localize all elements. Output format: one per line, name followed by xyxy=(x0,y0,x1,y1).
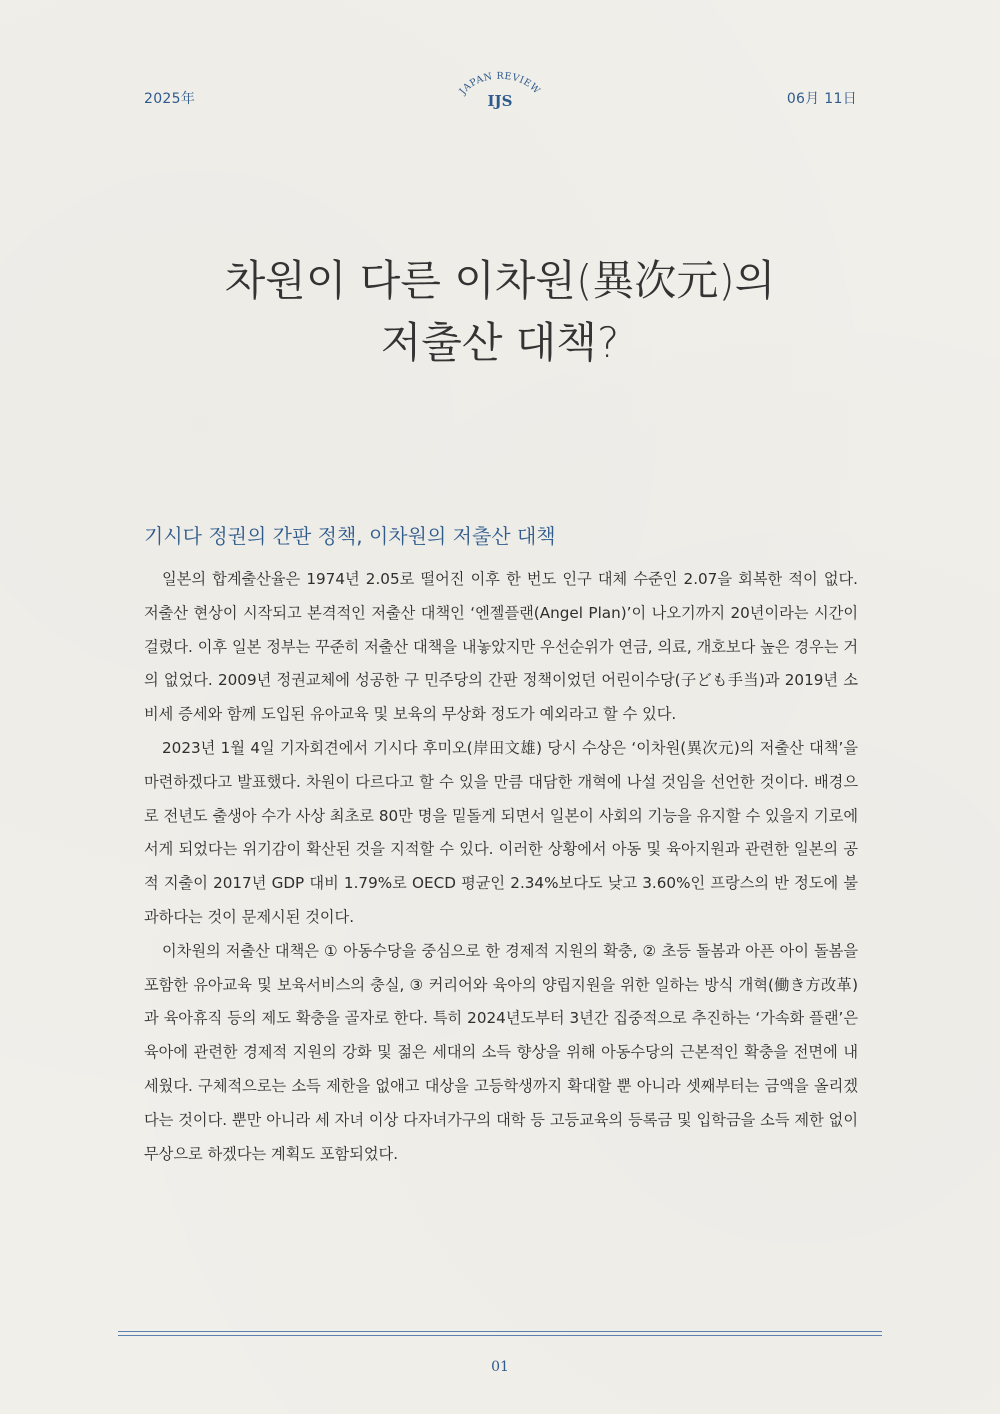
section-heading: 기시다 정권의 간판 정책, 이차원의 저출산 대책 xyxy=(144,524,556,548)
footer-divider-bottom xyxy=(118,1335,882,1336)
header-date: 06月 11日 xyxy=(786,91,857,107)
paragraph: 일본의 합계출산율은 1974년 2.05로 떨어진 이후 한 번도 인구 대체 수준인 2.07을 회복한 적이 없다. 저출산 현상이 시작되고 본격적인 저출산 대책인 ‘엔젤플랜(Angel Plan)’이 나오기까지 20년이라는 시간이 걸렸다. 이후 일본 정부는 꾸준히 저출산 대책을 내놓았지만 우선순위가 연금, 의료, 개호보다 높은 경우는 거의 없었다. 2009년 정권교체에 성공한 구 민주당의 간판 정책이었던 어린이수당(子ども手当)과 2019년 소비세 증세와 함께 도입된 유아교육 및 보육의 무상화 정도가 예외라고 할 수 있다. xyxy=(144,570,858,724)
title-line-1: 차원이 다른 이차원(異次元)의 xyxy=(224,256,776,305)
article-title xyxy=(0,250,1000,374)
logo-text: IJS xyxy=(487,92,513,110)
title-line-2: 저출산 대책? xyxy=(380,318,620,367)
header-year: 2025年 xyxy=(144,91,196,107)
footer-divider-top xyxy=(118,1331,882,1332)
page-number: 01 xyxy=(491,1359,509,1375)
paragraph: 2023년 1월 4일 기자회견에서 기시다 후미오(岸田文雄) 당시 수상은 ‘이차원(異次元)의 저출산 대책’을 마련하겠다고 발표했다. 차원이 다르다고 할 수 있을 만큼 대담한 개혁에 나설 것임을 선언한 것이다. 배경으로 전년도 출생아 수가 사상 최초로 80만 명을 밑돌게 되면서 일본이 사회의 기능을 유지할 수 있을지 기로에 서게 되었다는 위기감이 확산된 것을 지적할 수 있다. 이러한 상황에서 아동 및 육아지원과 관련한 일본의 공적 지출이 2017년 GDP 대비 1.79%로 OECD 평균인 2.34%보다도 낮고 3.60%인 프랑스의 반 정도에 불과하다는 것이 문제시된 것이다. xyxy=(144,738,858,926)
paragraph: 이차원의 저출산 대책은 ① 아동수당을 중심으로 한 경제적 지원의 확충, ② 초등 돌봄과 아픈 아이 돌봄을 포함한 유아교육 및 보육서비스의 충실, ③ 커리어와 육아의 양립지원을 위한 일하는 방식 개혁(働き方改革)과 육아휴직 등의 제도 확충을 골자로 한다. 특히 2024년도부터 3년간 집중적으로 추진하는 ‘가속화 플랜’은 육아에 관련한 경제적 지원의 강화 및 젊은 세대의 소득 향상을 위해 아동수당의 근본적인 확충을 전면에 내세웠다. 구체적으로는 소득 제한을 없애고 대상을 고등학생까지 확대할 뿐 아니라 셋째부터는 금액을 올리겠다는 것이다. 뿐만 아니라 세 자녀 이상 다자녀가구의 대학 등 고등교육의 등록금 및 입학금을 소득 제한 없이 무상으로 하겠다는 계획도 포함되었다. xyxy=(144,941,858,1163)
journal-logo xyxy=(450,62,550,112)
logo-arc-text: JAPAN REVIEW xyxy=(457,70,543,97)
article-body xyxy=(144,563,858,1171)
